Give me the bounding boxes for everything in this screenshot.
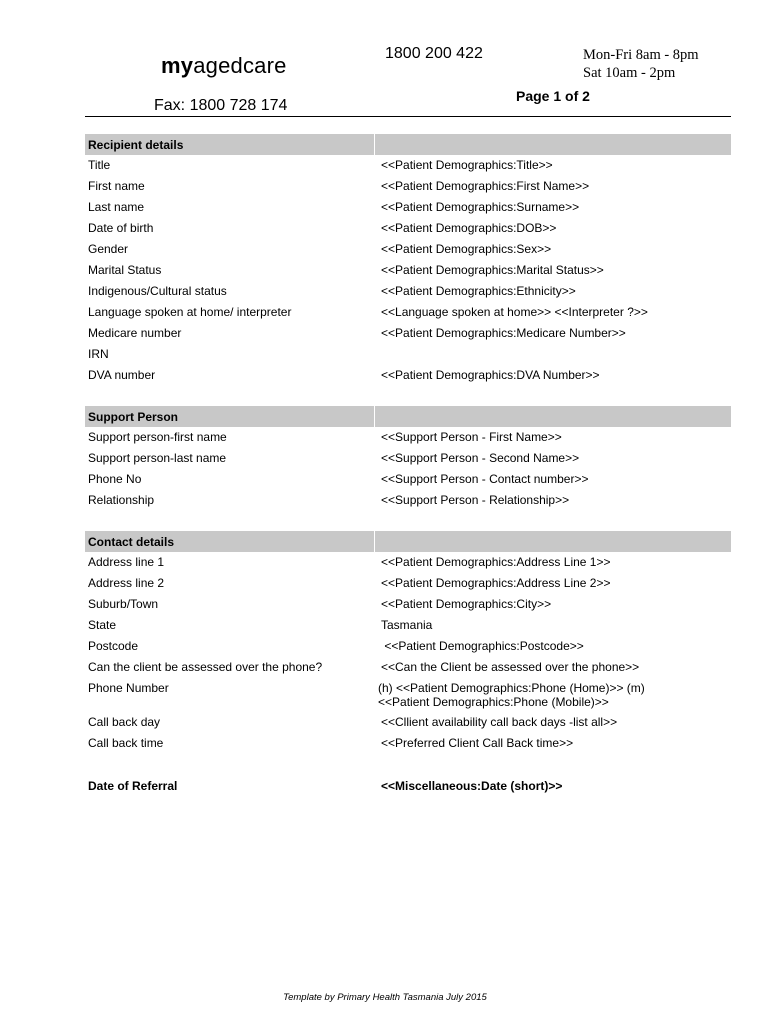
- field-label: DVA number: [88, 368, 156, 382]
- hours-saturday: Sat 10am - 2pm: [583, 65, 676, 81]
- form-row: [85, 657, 731, 678]
- field-value: <<Patient Demographics:Surname>>: [381, 200, 580, 214]
- form-row: [85, 427, 731, 448]
- field-label: Address line 1: [88, 555, 165, 569]
- form-row: [85, 552, 731, 573]
- section-heading: Support Person: [88, 410, 179, 424]
- field-label: Marital Status: [88, 263, 162, 277]
- page-indicator: Page 1 of 2: [516, 88, 590, 104]
- field-value: <<Cllient availability call back days -list all>>: [381, 715, 618, 729]
- field-value: (h) <<Patient Demographics:Phone (Home)>> (m) <<Patient Demographics:Phone (Mobile)>>: [378, 681, 645, 709]
- field-label: Language spoken at home/ interpreter: [88, 305, 292, 319]
- referral-section: [85, 776, 731, 797]
- header-divider: [85, 116, 731, 117]
- field-value: <<Can the Client be assessed over the phone>>: [381, 660, 640, 674]
- form-row: [85, 281, 731, 302]
- form-row: [85, 733, 731, 754]
- column-divider: [374, 531, 375, 552]
- field-value: <<Patient Demographics:Address Line 1>>: [381, 555, 611, 569]
- field-value: <<Support Person - Relationship>>: [381, 493, 570, 507]
- section-heading: Recipient details: [88, 138, 184, 152]
- field-label: First name: [88, 179, 145, 193]
- field-label: Call back time: [88, 736, 164, 750]
- field-value: <<Language spoken at home>> <<Interpreter ?>>: [381, 305, 648, 319]
- field-label: Address line 2: [88, 576, 165, 590]
- referral-date-label: Date of Referral: [88, 779, 178, 793]
- field-value: <<Preferred Client Call Back time>>: [381, 736, 574, 750]
- field-label: Date of birth: [88, 221, 154, 235]
- form-row: [85, 344, 731, 365]
- field-value: <<Patient Demographics:Address Line 2>>: [381, 576, 611, 590]
- contact-details-section: [85, 531, 731, 754]
- field-label: State: [88, 618, 117, 632]
- field-value: <<Patient Demographics:First Name>>: [381, 179, 590, 193]
- field-label: Can the client be assessed over the phone?: [88, 660, 323, 674]
- section-header: [85, 531, 731, 552]
- form-row: [85, 218, 731, 239]
- section-header: [85, 134, 731, 155]
- field-value: <<Patient Demographics:Medicare Number>>: [381, 326, 626, 340]
- form-row: [85, 712, 731, 733]
- field-value: <<Patient Demographics:City>>: [381, 597, 552, 611]
- field-value: <<Support Person - First Name>>: [381, 430, 562, 444]
- phone-number: 1800 200 422: [385, 45, 483, 62]
- field-label: Medicare number: [88, 326, 182, 340]
- field-value: <<Patient Demographics:Title>>: [381, 158, 553, 172]
- field-value: Tasmania: [381, 618, 433, 632]
- column-divider: [374, 134, 375, 155]
- form-row: [85, 573, 731, 594]
- field-label: Title: [88, 158, 111, 172]
- field-label: Phone No: [88, 472, 142, 486]
- field-label: Phone Number: [88, 681, 169, 695]
- section-heading: Contact details: [88, 535, 175, 549]
- field-value: <<Patient Demographics:Ethnicity>>: [381, 284, 576, 298]
- form-row: [85, 239, 731, 260]
- section-header: [85, 406, 731, 427]
- form-row: [85, 197, 731, 218]
- form-row: [85, 176, 731, 197]
- field-value: <<Patient Demographics:DVA Number>>: [381, 368, 600, 382]
- form-row: [85, 323, 731, 344]
- field-value: <<Support Person - Contact number>>: [381, 472, 589, 486]
- field-label: Relationship: [88, 493, 155, 507]
- field-label: Indigenous/Cultural status: [88, 284, 227, 298]
- footer-note: Template by Primary Health Tasmania July 2015: [283, 992, 487, 1003]
- form-row: [85, 365, 731, 386]
- form-row: [85, 490, 731, 511]
- form-row: [85, 469, 731, 490]
- myagedcare-logo: [161, 53, 287, 79]
- form-row: [85, 615, 731, 636]
- field-value: <<Support Person - Second Name>>: [381, 451, 580, 465]
- field-label: IRN: [88, 347, 109, 361]
- form-row: [85, 260, 731, 281]
- logo-rest-text: agedcare: [193, 53, 287, 78]
- form-row: [85, 776, 731, 797]
- support-person-section: [85, 406, 731, 511]
- field-label: Call back day: [88, 715, 161, 729]
- opening-hours: [583, 46, 699, 82]
- field-label: Support person-first name: [88, 430, 227, 444]
- referral-date-value: <<Miscellaneous:Date (short)>>: [381, 779, 563, 793]
- hours-weekday: Mon-Fri 8am - 8pm: [583, 47, 699, 63]
- form-row: [85, 594, 731, 615]
- field-value: <<Patient Demographics:Sex>>: [381, 242, 552, 256]
- form-row: [85, 448, 731, 469]
- field-label: Suburb/Town: [88, 597, 159, 611]
- field-label: Support person-last name: [88, 451, 227, 465]
- field-value: <<Patient Demographics:Marital Status>>: [381, 263, 604, 277]
- form-row: [85, 636, 731, 657]
- form-row: [85, 302, 731, 323]
- field-value: <<Patient Demographics:Postcode>>: [381, 639, 584, 653]
- column-divider: [374, 406, 375, 427]
- field-label: Last name: [88, 200, 145, 214]
- form-row: [85, 678, 731, 712]
- logo-bold-text: my: [161, 53, 194, 78]
- field-value: <<Patient Demographics:DOB>>: [381, 221, 557, 235]
- form-row: [85, 155, 731, 176]
- recipient-details-section: [85, 134, 731, 386]
- fax-number: Fax: 1800 728 174: [154, 97, 288, 114]
- field-label: Gender: [88, 242, 129, 256]
- field-label: Postcode: [88, 639, 139, 653]
